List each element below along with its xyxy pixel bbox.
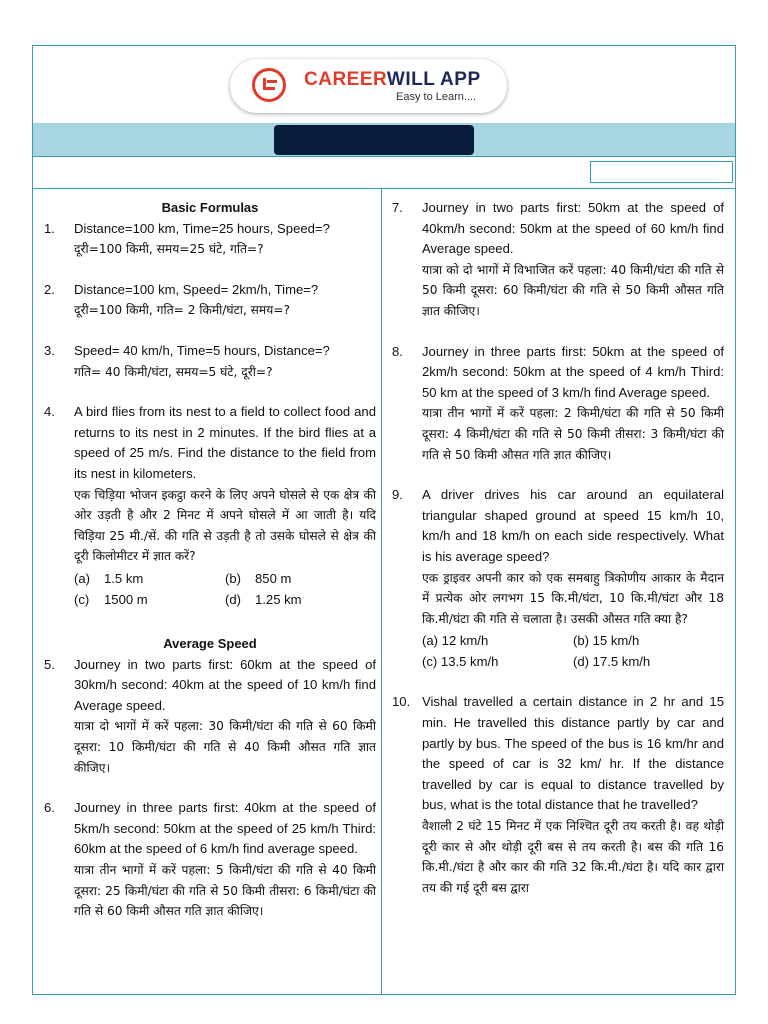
brand-tagline: Easy to Learn.... xyxy=(396,91,477,103)
question-8 xyxy=(392,342,724,466)
question-7 xyxy=(392,198,724,322)
option-value: 12 km/h xyxy=(441,633,489,649)
question-text-hi: एक ड्राइवर अपनी कार को एक समबाहु त्रिकोणीय आकार के मैदान में प्रत्येक ओर लगभग 15 कि.मी/घंटा, 10 कि.मी/घंटा और 18 कि.मी/घंटा की गति से चलाता है। उसकी औसत गति क्या है? xyxy=(422,570,724,626)
question-text-en: Journey in two parts first: 60km at the speed of 30km/h second: 40km at the speed of 10 km/h find Average speed. xyxy=(74,656,376,713)
option-label: (c) xyxy=(74,591,90,607)
brand-title-part2: WILL APP xyxy=(386,69,481,90)
question-text-en: Distance=100 km, Time=25 hours, Speed=? xyxy=(74,220,330,236)
question-text-hi: दूरी=100 किमी, गति= 2 किमी/घंटा, समय=? xyxy=(74,303,290,318)
option-value: 13.5 km/h xyxy=(440,653,499,669)
question-text-hi: यात्रा तीन भागों में करें पहला: 2 किमी/घंटा की गति से 50 किमी दूसरा: 4 किमी/घंटा की गति से 50 किमी तीसरा: 3 किमी/घंटा की गति से 50 किमी औसत गति ज्ञात कीजिए। xyxy=(422,406,724,462)
option-value: 1.25 km xyxy=(255,591,302,607)
section-title-average-speed: Average Speed xyxy=(163,636,257,652)
question-number: 1. xyxy=(44,220,55,236)
question-1 xyxy=(44,219,376,260)
question-number: 2. xyxy=(44,281,55,297)
option-label: (a) xyxy=(74,570,91,586)
option-b xyxy=(573,631,724,652)
option-label: (b) xyxy=(573,633,590,649)
option-b xyxy=(225,569,376,590)
question-text-hi: यात्रा दो भागों में करें पहला: 30 किमी/घंटा की गति से 60 किमी दूसरा: 10 किमी/घंटा की गति से 40 किमी औसत गति ज्ञात कीजिए। xyxy=(74,719,376,775)
answer-options xyxy=(74,569,376,610)
option-label: (d) xyxy=(573,653,590,669)
question-number: 6. xyxy=(44,800,55,816)
question-number: 7. xyxy=(392,200,403,215)
question-text-hi: यात्रा तीन भागों में करें पहला: 5 किमी/घंटा की गति से 40 किमी दूसरा: 25 किमी/घंटा की गति से 50 किमी तीसरा: 6 किमी/घंटा की गति से 60 किमी औसत गति ज्ञात कीजिए। xyxy=(74,863,376,919)
question-text-en: Journey in three parts first: 50km at the speed of 2km/h second: 50km at the speed of 4 km/h Third: 50 km at the speed of 3 km/h find Average speed. xyxy=(422,343,724,400)
option-label: (c) xyxy=(422,653,438,669)
option-label: (d) xyxy=(225,591,242,607)
option-a xyxy=(422,631,573,652)
question-number: 4. xyxy=(44,404,55,420)
question-number: 9. xyxy=(392,487,403,503)
divider xyxy=(33,188,735,189)
option-label: (a) xyxy=(422,633,439,649)
option-a xyxy=(74,569,225,590)
title-banner xyxy=(274,125,474,155)
right-column xyxy=(392,198,724,918)
question-number: 10. xyxy=(392,694,411,710)
question-text-en: Vishal travelled a certain distance in 2 hr and 15 min. He travelled this distance partly by car and partly by bus. The speed of the bus is 16 km/hr and the speed of car is 32 km/ hr. If the distance travelled by car is equal to distance travelled by bus, what is the total distance that he travelled? xyxy=(422,694,724,813)
info-box xyxy=(590,161,733,183)
question-text-hi: वैशाली 2 घंटे 15 मिनट में एक निश्चित दूरी तय करती है। वह थोड़ी दूरी कार से और थोड़ी दूरी बस से तय करती है। बस की गति 16 कि.मी./घंटा है और कार की गति 32 कि.मी./घंटा है। यदि कार द्वारा तय की गई दूरी बस द्वारा xyxy=(422,819,724,895)
left-column xyxy=(44,198,376,942)
question-number: 3. xyxy=(44,342,55,358)
option-label: (b) xyxy=(225,570,242,586)
divider xyxy=(33,156,735,157)
brand-logo xyxy=(230,59,507,113)
question-10 xyxy=(392,692,724,898)
question-text-hi: गति= 40 किमी/घंटा, समय=5 घंटे, दूरी=? xyxy=(74,364,273,379)
brand-title xyxy=(304,69,481,91)
question-text-en: A bird flies from its nest to a field to collect food and returns to its nest in 2 minutes. If the bird flies at a speed of 25 m/s. Find the distance to the field from its nest in kilometers. xyxy=(74,404,376,481)
brand-title-part1: CAREER xyxy=(304,69,387,90)
option-value: 1500 m xyxy=(104,591,148,607)
option-value: 850 m xyxy=(255,570,292,586)
option-c xyxy=(422,652,573,673)
question-text-en: A driver drives his car around an equilateral triangular shaped ground at speed 15 km/h 10, km/h and 18 km/h on each side respectively. What is his average speed? xyxy=(422,487,724,564)
careerwill-logo-icon xyxy=(252,68,286,102)
option-d xyxy=(225,590,376,611)
question-text-en: Journey in three parts first: 40km at the speed of 5km/h second: 50km at the speed of 25 km/h Third: 60km at the speed of 6 km/h find average speed. xyxy=(74,800,376,857)
option-value: 17.5 km/h xyxy=(592,653,651,669)
question-4 xyxy=(44,402,376,610)
question-text-en: Speed= 40 km/h, Time=5 hours, Distance=? xyxy=(74,342,330,358)
option-value: 15 km/h xyxy=(592,633,640,649)
section-title-basic-formulas: Basic Formulas xyxy=(161,200,259,215)
question-text-hi: दूरी=100 किमी, समय=25 घंटे, गति=? xyxy=(74,242,264,257)
question-text-hi: एक चिड़िया भोजन इकट्ठा करने के लिए अपने घोसले से एक क्षेत्र की ओर उड़ती है और 2 मिनट में अपने घोसले में आ जाती है। यदि चिड़िया 25 मी./सें. की गति से उड़ती है तो उसके घोसले से क्षेत्र की दूरी किलोमीटर में ज्ञात करें? xyxy=(74,487,376,564)
question-text-hi: यात्रा को दो भागों में विभाजित करें पहला: 40 किमी/घंटा की गति से 50 किमी दूसरा: 60 किमी/घंटा की गति से 50 किमी औसत गति ज्ञात कीजिए। xyxy=(422,262,724,318)
question-3 xyxy=(44,341,376,382)
question-6 xyxy=(44,798,376,922)
question-text-en: Journey in two parts first: 50km at the speed of 40km/h second: 50km at the speed of 60 km/h find Average speed. xyxy=(422,200,724,257)
question-number: 8. xyxy=(392,343,403,359)
question-5 xyxy=(44,655,376,779)
question-number: 5. xyxy=(44,656,55,672)
answer-options xyxy=(422,631,724,672)
question-9 xyxy=(392,485,724,672)
question-text-en: Distance=100 km, Speed= 2km/h, Time=? xyxy=(74,281,319,297)
option-d xyxy=(573,652,724,673)
option-c xyxy=(74,590,225,611)
column-divider xyxy=(381,189,382,994)
question-2 xyxy=(44,280,376,321)
option-value: 1.5 km xyxy=(104,570,144,586)
